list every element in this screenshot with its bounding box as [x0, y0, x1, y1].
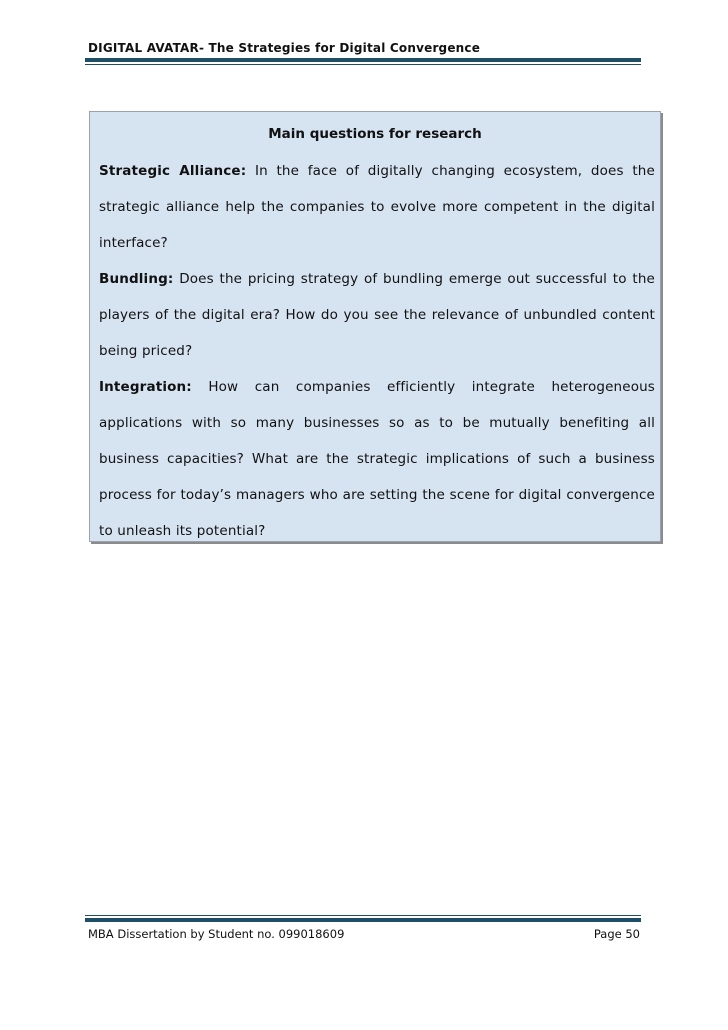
integration-label: Integration: [99, 379, 192, 395]
integration-text: How can companies efficiently integrate heterogeneous applications with so many businesses so as to be mutually benefiting all business capacities? What are the strategic implications of such a business process for today’s managers who are setting the scene for digital convergence to unleash its potential? [99, 379, 655, 539]
strategic-alliance-paragraph [99, 153, 655, 261]
footer-rule-thin [85, 915, 641, 916]
footer-author: MBA Dissertation by Student no. 099018609 [88, 927, 345, 941]
research-box-heading: Main questions for research [268, 126, 482, 142]
bundling-paragraph [99, 261, 655, 369]
footer-rule-thick [85, 918, 641, 922]
header-rule-thin [85, 64, 641, 65]
header-rule-thick [85, 58, 641, 62]
integration-paragraph [99, 369, 655, 549]
bundling-label: Bundling: [99, 271, 174, 287]
strategic-alliance-label: Strategic Alliance: [99, 163, 247, 179]
research-questions-box [89, 111, 661, 542]
running-header-title: DIGITAL AVATAR- The Strategies for Digital Convergence [88, 41, 481, 55]
footer-page-number: Page 50 [593, 927, 640, 941]
bundling-text: Does the pricing strategy of bundling emerge out successful to the players of the digital era? How do you see the relevance of unbundled content being priced? [99, 271, 655, 359]
strategic-alliance-text: In the face of digitally changing ecosystem, does the strategic alliance help the companies to evolve more competent in the digital interface? [99, 163, 655, 251]
